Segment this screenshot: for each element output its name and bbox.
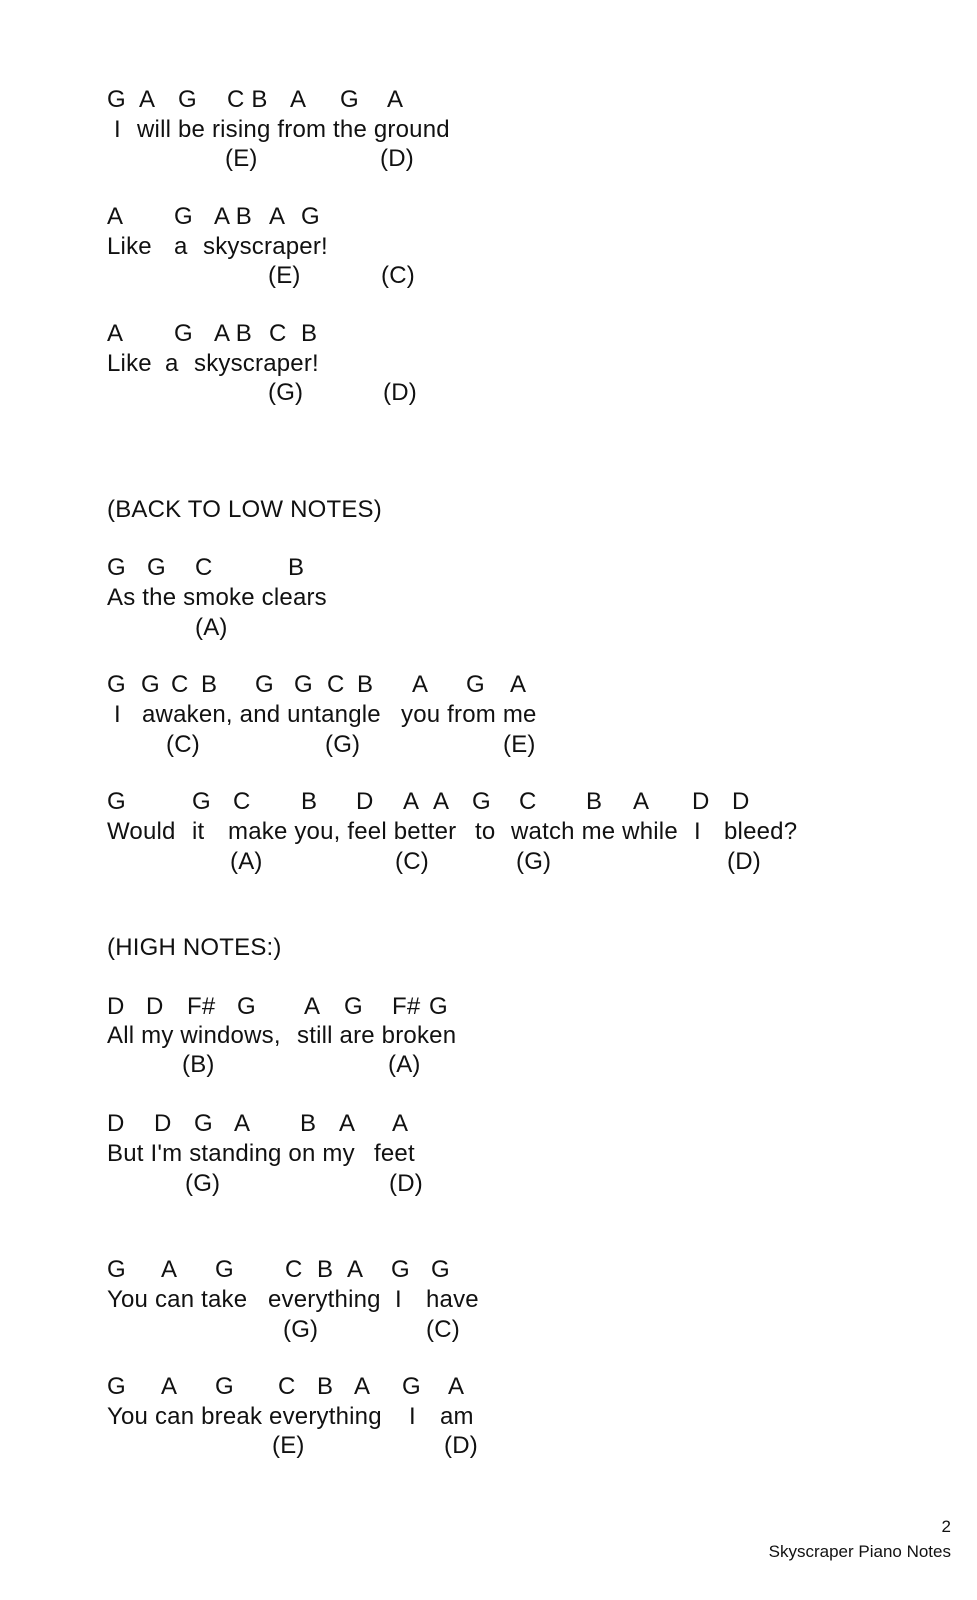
notes-row-token: B xyxy=(317,1256,334,1283)
notes-row-token: G xyxy=(294,671,313,698)
notes-row-token: A B xyxy=(214,320,252,347)
notes-row-token: B xyxy=(357,671,374,698)
notes-row-token: A xyxy=(387,86,404,113)
notes-row-token: G xyxy=(402,1373,421,1400)
lyrics-row-token: a xyxy=(174,233,188,260)
notes-row-token: G xyxy=(215,1373,234,1400)
lyrics-row-token: Like xyxy=(107,350,152,377)
notes-row-token: G xyxy=(192,788,211,815)
chords-row-token: (C) xyxy=(381,262,415,289)
chords-row-token: (E) xyxy=(268,262,301,289)
notes-row-token: A xyxy=(234,1110,251,1137)
lyrics-row-token: You can take xyxy=(107,1286,248,1313)
lyrics-row-token: feet xyxy=(374,1140,415,1167)
notes-row-token: G xyxy=(466,671,485,698)
chords-row-token: (E) xyxy=(503,731,536,758)
notes-row-token: A xyxy=(107,203,124,230)
notes-row-token: G xyxy=(194,1110,213,1137)
notes-row-token: G xyxy=(178,86,197,113)
chords-row-token: (A) xyxy=(388,1051,421,1078)
chords-row-token: (G) xyxy=(268,379,304,406)
chords-row-token: (G) xyxy=(325,731,361,758)
notes-row-token: A xyxy=(392,1110,409,1137)
page-number: 2 xyxy=(941,1517,951,1536)
notes-row-token: C xyxy=(233,788,251,815)
notes-row-token: A xyxy=(448,1373,465,1400)
notes-row-token: A xyxy=(269,203,286,230)
notes-row-token: A xyxy=(433,788,450,815)
notes-row-token: C B xyxy=(227,86,268,113)
lyrics-row-token: to xyxy=(475,818,496,845)
notes-row-token: D xyxy=(107,993,125,1020)
lyrics-row-token: a xyxy=(165,350,179,377)
notes-row-token: C xyxy=(195,554,213,581)
section-heading-text: (HIGH NOTES:) xyxy=(107,934,282,961)
notes-row-token: F# xyxy=(392,993,421,1020)
notes-row-token: G xyxy=(301,203,320,230)
chords-row-token: (D) xyxy=(383,379,417,406)
notes-row-token: A xyxy=(290,86,307,113)
notes-row-token: D xyxy=(146,993,164,1020)
notes-row-token: G xyxy=(107,671,126,698)
notes-row-token: A xyxy=(633,788,650,815)
lyrics-row-token: bleed? xyxy=(724,818,798,845)
lyrics-row-token: skyscraper! xyxy=(203,233,328,260)
lyrics-row-token: I xyxy=(395,1286,402,1313)
lyrics-row-token: skyscraper! xyxy=(194,350,319,377)
notes-row-token: D xyxy=(356,788,374,815)
notes-row-token: D xyxy=(732,788,750,815)
lyrics-row-token: still are broken xyxy=(297,1022,457,1049)
chords-row-token: (G) xyxy=(185,1170,221,1197)
notes-row-token: B xyxy=(301,320,318,347)
notes-row-token: G xyxy=(107,554,126,581)
chords-row-token: (D) xyxy=(444,1432,478,1459)
lyrics-row-token: All my windows, xyxy=(107,1022,281,1049)
notes-row-token: A xyxy=(354,1373,371,1400)
chords-row-token: (B) xyxy=(182,1051,215,1078)
notes-row-token: A xyxy=(403,788,420,815)
lyrics-row-token: Like xyxy=(107,233,152,260)
footer-title: Skyscraper Piano Notes xyxy=(768,1542,951,1561)
notes-row-token: A xyxy=(139,86,156,113)
notes-row-token: A xyxy=(161,1256,178,1283)
chords-row-token: (G) xyxy=(516,848,552,875)
lyrics-row-token: I xyxy=(694,818,701,845)
notes-row-token: A B xyxy=(214,203,252,230)
chords-row-token: (A) xyxy=(230,848,263,875)
lyrics-row-token: I xyxy=(114,116,121,143)
chords-row-token: (E) xyxy=(225,145,258,172)
notes-row-token: A xyxy=(161,1373,178,1400)
notes-row-token: A xyxy=(107,320,124,347)
notes-row-token: G xyxy=(174,203,193,230)
notes-row-token: G xyxy=(107,788,126,815)
notes-row-token: G xyxy=(431,1256,450,1283)
lyrics-row-token: have xyxy=(426,1286,479,1313)
notes-row-token: B xyxy=(300,1110,317,1137)
notes-row-token: B xyxy=(201,671,218,698)
lyrics-row-token: you from me xyxy=(401,701,537,728)
notes-row-token: G xyxy=(237,993,256,1020)
lyrics-row-token: As the smoke clears xyxy=(107,584,327,611)
notes-row-token: D xyxy=(692,788,710,815)
lyrics-row-token: But I'm standing on my xyxy=(107,1140,355,1167)
notes-row-token: A xyxy=(304,993,321,1020)
lyrics-row-token: am xyxy=(440,1403,474,1430)
chords-row-token: (C) xyxy=(426,1316,460,1343)
notes-row-token: B xyxy=(288,554,305,581)
notes-row-token: F# xyxy=(187,993,216,1020)
notes-row-token: G xyxy=(429,993,448,1020)
notes-row-token: A xyxy=(347,1256,364,1283)
notes-row-token: C xyxy=(519,788,537,815)
chords-row-token: (D) xyxy=(380,145,414,172)
lyrics-row-token: Would xyxy=(107,818,176,845)
notes-row-token: G xyxy=(107,86,126,113)
notes-row-token: B xyxy=(586,788,603,815)
lyrics-row-token: make you, feel better xyxy=(228,818,457,845)
notes-row-token: G xyxy=(340,86,359,113)
notes-row-token: G xyxy=(391,1256,410,1283)
lyrics-row-token: You can break everything xyxy=(107,1403,382,1430)
chords-row-token: (C) xyxy=(166,731,200,758)
notes-row-token: A xyxy=(339,1110,356,1137)
notes-row-token: G xyxy=(141,671,160,698)
notes-row-token: A xyxy=(412,671,429,698)
lyrics-row-token: I xyxy=(409,1403,416,1430)
chords-row-token: (D) xyxy=(389,1170,423,1197)
notes-row-token: C xyxy=(327,671,345,698)
notes-row-token: B xyxy=(317,1373,334,1400)
notes-row-token: C xyxy=(171,671,189,698)
lyrics-row-token: it xyxy=(192,818,205,845)
chords-row-token: (E) xyxy=(272,1432,305,1459)
lyrics-row-token: will be rising from the ground xyxy=(137,116,450,143)
chords-row-token: (A) xyxy=(195,614,228,641)
lyrics-row-token: awaken, and untangle xyxy=(142,701,381,728)
lyrics-row-token: watch me while xyxy=(511,818,678,845)
notes-row-token: G xyxy=(255,671,274,698)
notes-row-token: G xyxy=(107,1256,126,1283)
notes-row-token: A xyxy=(510,671,527,698)
notes-row-token: G xyxy=(147,554,166,581)
notes-row-token: C xyxy=(285,1256,303,1283)
chords-row-token: (G) xyxy=(283,1316,319,1343)
notes-row-token: D xyxy=(107,1110,125,1137)
notes-row-token: G xyxy=(472,788,491,815)
notes-row-token: G xyxy=(215,1256,234,1283)
chords-row-token: (C) xyxy=(395,848,429,875)
lyrics-row-token: I xyxy=(114,701,121,728)
notes-row-token: D xyxy=(154,1110,172,1137)
notes-row-token: G xyxy=(107,1373,126,1400)
lyrics-row-token: everything xyxy=(268,1286,381,1313)
chords-row-token: (D) xyxy=(727,848,761,875)
section-heading-text: (BACK TO LOW NOTES) xyxy=(107,496,382,523)
notes-row-token: G xyxy=(344,993,363,1020)
notes-row-token: C xyxy=(278,1373,296,1400)
notes-row-token: C xyxy=(269,320,287,347)
notes-row-token: G xyxy=(174,320,193,347)
notes-row-token: B xyxy=(301,788,318,815)
